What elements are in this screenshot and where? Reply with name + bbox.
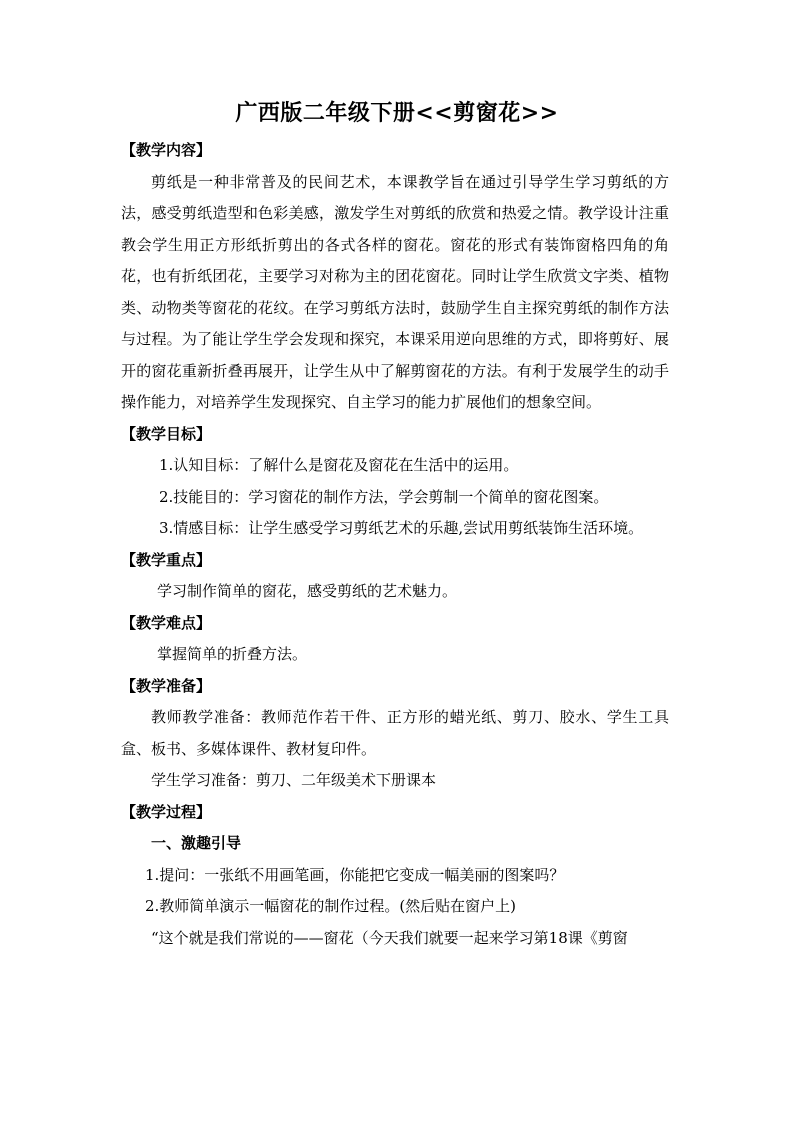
document-body	[121, 135, 669, 954]
heading-process: 【教学过程】	[121, 802, 212, 821]
heading-content: 【教学内容】	[121, 141, 212, 159]
content-paragraph: 剪纸是一种非常普及的民间艺术，本课教学旨在通过引导学生学习剪纸的方法，感受剪纸造型和色彩美感，激发学生对剪纸的欣赏和热爱之情。教学设计注重教会学生用正方形纸折剪出的各式各样的窗花。窗花的形式有装饰窗格四角的角花，也有折纸团花，主要学习对称为主的团花窗花。同时让学生欣赏文字类、植物类、动物类等窗花的花纹。在学习剪纸方法时，鼓励学生自主探究剪纸的制作方法与过程。为了能让学生学会发现和探究，本课采用逆向思维的方式，即将剪好、展开的窗花重新折叠再展开，让学生从中了解剪窗花的方法。有利于发展学生的动手操作能力，对培养学生发现探究、自主学习的能力扩展他们的想象空间。	[121, 172, 669, 411]
process-step-2: 2.教师简单演示一幅窗花的制作过程。(然后贴在窗户上)	[145, 897, 517, 915]
key-text: 学习制作简单的窗花，感受剪纸的艺术魅力。	[157, 582, 458, 600]
difficulty-text: 掌握简单的折叠方法。	[157, 645, 308, 663]
prep-student: 学生学习准备：剪刀、二年级美术下册课本	[151, 771, 437, 789]
heading-goals: 【教学目标】	[121, 424, 212, 443]
heading-prep: 【教学准备】	[121, 676, 212, 695]
document-title: 广西版二年级下册<<剪窗花>>	[235, 100, 559, 126]
goal-item-3: 3.情感目标：让学生感受学习剪纸艺术的乐趣,尝试用剪纸装饰生活环境。	[159, 519, 644, 537]
process-quote: “这个就是我们常说的——窗花（今天我们就要一起来学习第18课《剪窗	[151, 928, 628, 947]
process-step-1: 1.提问：一张纸不用画笔画，你能把它变成一幅美丽的图案吗？	[145, 865, 565, 884]
goal-item-2: 2.技能目的：学习窗花的制作方法，学会剪制一个简单的窗花图案。	[159, 487, 609, 506]
goal-item-1: 1.认知目标：了解什么是窗花及窗花在生活中的运用。	[159, 456, 519, 474]
process-subheading: 一、激趣引导	[151, 834, 242, 852]
heading-difficulty: 【教学难点】	[121, 613, 212, 632]
prep-teacher: 教师教学准备：教师范作若干件、正方形的蜡光纸、剪刀、胶水、学生工具盒、板书、多媒体课件、教材复印件。	[121, 708, 669, 758]
heading-key: 【教学重点】	[121, 550, 212, 569]
